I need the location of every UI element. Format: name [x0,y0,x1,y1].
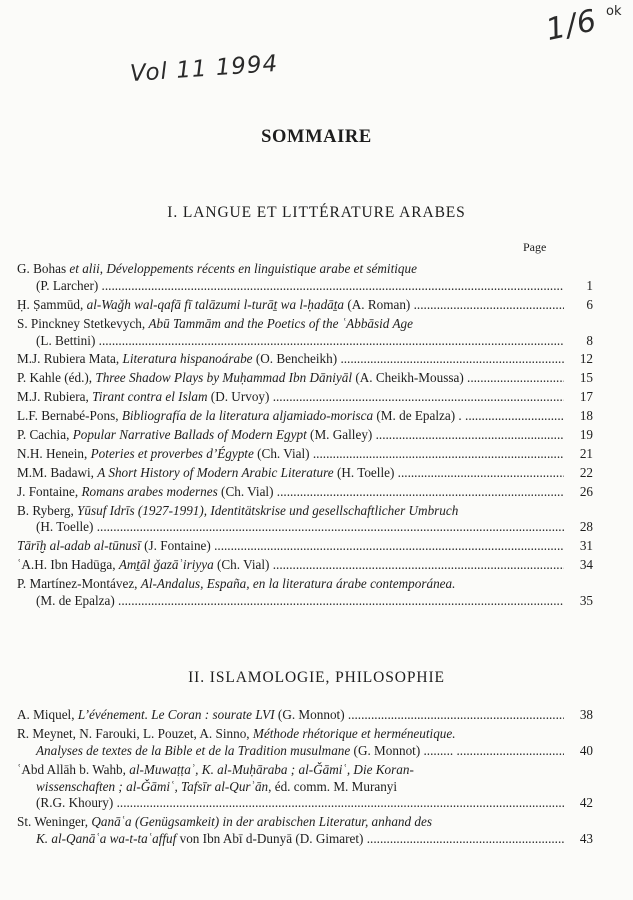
toc-entry-line [17,814,593,831]
toc-text-segment: (O. Bencheikh) [252,351,338,367]
toc-text-segment: R. Meynet, N. Farouki, L. Pouzet, A. Sinno, [17,725,253,741]
toc-entry [17,261,593,295]
toc-page-number: 15 [564,370,593,387]
toc-entry [17,576,593,610]
toc-entry [17,465,593,482]
toc-entry-line [17,465,593,482]
toc-text-segment: (L. Bettini) [36,332,96,348]
toc-title-segment: Analyses de textes de la Bible et de la Tradition musulmane [36,742,351,758]
toc-page-number: 43 [564,831,593,848]
section-heading-langue: I. LANGUE ET LITTÉRATURE ARABES [167,204,466,221]
toc-text-segment: ʿA.H. Ibn Hadūga, [17,557,119,573]
toc-entry-line [17,726,593,743]
toc-entry-line [17,593,593,610]
toc-page-number: 12 [564,351,593,368]
toc-entry-line [17,503,593,520]
toc-page-number: 19 [564,427,593,444]
toc-title-segment: Développements récents en linguistique arabe et sémitique [106,261,417,276]
toc-entry-line [17,370,593,387]
toc-entry-line [17,831,593,848]
toc-entry [17,484,593,501]
toc-title-segment: Tirant contra el Islam [92,389,208,405]
toc-text-segment: ʿAbd Allāh b. Wahb, [17,761,130,777]
toc-entry-line [17,576,593,593]
toc-entry [17,762,593,813]
toc-text-segment: , [99,261,107,276]
toc-text-segment: P. Martínez-Montávez, [17,576,141,592]
toc-entry-line [17,557,593,574]
toc-entry [17,370,593,387]
toc-entry-line [17,484,593,501]
page-column-label: Page [523,240,547,254]
toc-text-segment: G. Bohas [17,261,70,276]
toc-title-segment: Qanāʿa (Genügsamkeit) in der arabischen Literatur, anhand des [91,814,432,830]
toc-entry [17,503,593,537]
toc-text-segment: N.H. Henein, [17,445,91,461]
toc-text-segment: (Ch. Vial) [253,445,310,461]
handwritten-corner-note: ok [606,4,622,19]
toc-page-number: 8 [564,333,593,350]
toc-list-section-1 [17,261,593,612]
toc-title-segment: al-Waǧh wal-qafā fī talāzumi l-turāṯ wa l-ḥadāṯa [86,296,345,312]
toc-text-segment: (A. Roman) [344,296,411,312]
handwritten-volume-note: Vol 11 1994 [129,50,280,88]
toc-entry [17,389,593,406]
toc-text-segment: (P. Larcher) [36,277,99,293]
toc-page-number: 28 [564,519,593,536]
toc-page-number: 42 [564,795,593,812]
toc-entry-line [17,389,593,406]
toc-page-number: 34 [564,557,593,574]
toc-entry [17,427,593,444]
toc-text-segment: (J. Fontaine) [140,538,211,554]
toc-title-segment: L’événement. Le Coran : sourate LVI [77,707,275,722]
toc-title-segment: et alii [69,261,100,276]
toc-entry-line [17,519,593,536]
toc-entry [17,408,593,425]
toc-title-segment: al-Muwaṭṭaʾ, K. al-Muḥāraba ; al-Ǧāmiʿ, Die Koran- [129,761,414,777]
toc-title-segment: K. al-Qanāʿa wa-t-taʿaffuf [36,831,177,847]
toc-entry [17,351,593,368]
toc-text-segment: (M. Galley) [306,427,373,443]
toc-entry-line [17,316,593,333]
toc-title-segment: Tārīḫ al-adab al-tūnusī [17,538,141,554]
toc-text-segment: M.J. Rubiera, [17,389,93,405]
toc-entry-line [17,408,593,425]
toc-page-number: 21 [564,446,593,463]
toc-entry-line [17,795,593,812]
toc-title-segment: Yūsuf Idrīs (1927-1991), Identitätskrise und gesellschaftlicher Umbruch [77,502,459,518]
toc-text-segment: (M. de Epalza) [36,593,115,609]
toc-title-segment: A Short History of Modern Arabic Literature [97,464,334,480]
toc-text-segment: (D. Urvoy) [207,389,270,405]
toc-page-number: 17 [564,389,593,406]
toc-title-segment: Three Shadow Plays by Muḥammad Ibn Dāniyāl [95,370,353,386]
toc-text-segment: von Ibn Abī d-Dunyā (D. Gimaret) [176,831,364,847]
toc-title-segment: Méthode rhétorique et herméneutique. [252,725,456,741]
toc-entry-line [17,333,593,350]
toc-entry-line [17,351,593,368]
toc-text-segment: (Ch. Vial) [217,483,274,499]
toc-page-number: 18 [564,408,593,425]
page-title: SOMMAIRE [261,127,372,147]
toc-entry [17,538,593,555]
toc-title-segment: Romans arabes modernes [81,483,218,499]
section-heading-islamologie: II. ISLAMOLOGIE, PHILOSOPHIE [188,669,445,686]
toc-title-segment: Bibliografía de la literatura aljamiado-morisca [121,408,374,424]
toc-entry-line [17,278,593,295]
toc-text-segment: (H. Toelle) [333,464,395,480]
toc-entry-line [17,743,593,760]
toc-list-section-2 [17,707,593,850]
toc-page-number: 31 [564,538,593,555]
toc-entry [17,446,593,463]
toc-entry-line [17,779,593,796]
toc-text-segment: B. Ryberg, [17,502,78,518]
toc-text-segment: L.F. Bernabé-Pons, [17,408,122,424]
toc-text-segment: (G. Monnot) ......... [350,742,454,758]
toc-entry [17,316,593,350]
toc-title-segment: Popular Narrative Ballads of Modern Egypt [72,427,307,443]
toc-entry-line [17,762,593,779]
toc-page-number: 35 [564,593,593,610]
toc-title-segment: wissenschaften ; al-Ǧāmiʿ, Tafsīr al-Qurʾān [36,778,269,794]
toc-entry [17,297,593,314]
toc-entry [17,726,593,760]
toc-entry-line [17,538,593,555]
toc-entry-line [17,427,593,444]
toc-title-segment: Literatura hispanoárabe [122,351,253,367]
toc-page-number: 1 [564,278,593,295]
toc-page-number: 38 [564,707,593,724]
toc-title-segment: Abū Tammām and the Poetics of the ʿAbbāsid Age [148,315,413,331]
toc-text-segment: M.M. Badawi, [17,464,98,480]
toc-entry [17,557,593,574]
toc-entry-line [17,297,593,314]
toc-entry [17,814,593,848]
toc-text-segment: P. Kahle (éd.), [17,370,96,386]
toc-title-segment: Poteries et proverbes d’Égypte [90,445,254,461]
toc-text-segment: , éd. comm. M. Muranyi [268,778,398,794]
toc-entry [17,707,593,724]
toc-text-segment: A. Miquel, [17,707,78,722]
toc-text-segment: St. Weninger, [17,814,92,830]
toc-page-number: 26 [564,484,593,501]
toc-page-number: 40 [564,743,593,760]
toc-text-segment: M.J. Rubiera Mata, [17,351,123,367]
toc-text-segment: (A. Cheikh-Moussa) [352,370,464,386]
toc-page-number: 22 [564,465,593,482]
toc-text-segment: (G. Monnot) [274,707,345,722]
toc-page-number: 6 [564,297,593,314]
toc-entry-line [17,707,593,724]
toc-text-segment: Ḥ. Ṣammūd, [17,296,87,312]
toc-title-segment: Amṯāl ǧazāʾiriyya [118,557,214,573]
toc-text-segment: (Ch. Vial) [213,557,270,573]
toc-text-segment: J. Fontaine, [17,483,82,499]
toc-text-segment: S. Pinckney Stetkevych, [17,315,149,331]
toc-entry-line [17,446,593,463]
toc-text-segment: P. Cachia, [17,427,73,443]
toc-text-segment: (H. Toelle) [36,519,94,535]
toc-entry-line [17,261,593,278]
toc-text-segment: (R.G. Khoury) [36,795,114,811]
handwritten-corner-mark: 1/6 [542,3,601,48]
toc-title-segment: Al-Andalus, España, en la literatura árabe contemporánea. [140,576,456,592]
toc-text-segment: (M. de Epalza) . [373,408,462,424]
